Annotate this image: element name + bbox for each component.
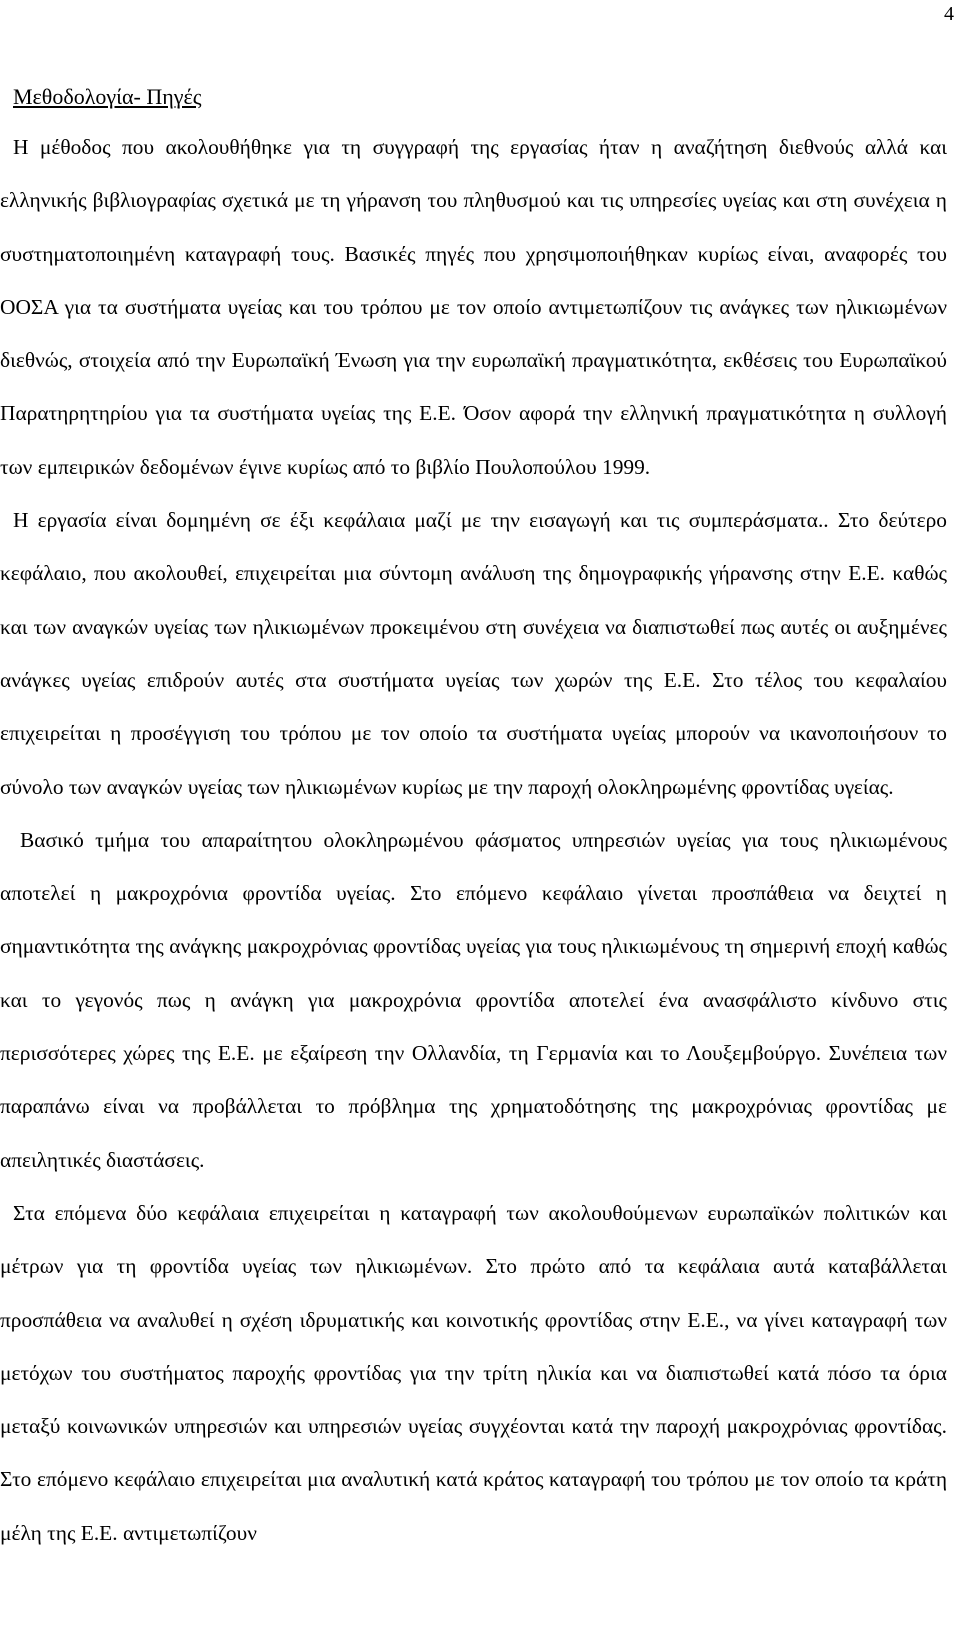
page-number: 4: [944, 3, 954, 25]
paragraph-methodology-sources: Η μέθοδος που ακολουθήθηκε για τη συγγραφή της εργασίας ήταν η αναζήτηση διεθνούς αλλά και ελληνικής βιβλιογραφίας σχετικά με τη γήρανση του πληθυσμού και τις υπηρεσίες υγείας και στη συνέχεια η συστηματοποιημένη καταγραφή τους. Βασικές πηγές που χρησιμοποιήθηκαν κυρίως είναι, αναφορές του ΟΟΣΑ για τα συστήματα υγείας και του τρόπου με τον οποίο αντιμετωπίζουν τις ανάγκες των ηλικιωμένων διεθνώς, στοιχεία από την Ευρωπαϊκή Ένωση για την ευρωπαϊκή πραγματικότητα, εκθέσεις του Ευρωπαϊκού Παρατηρητηρίου για τα συστήματα υγείας της Ε.Ε. Όσον αφορά την ελληνική πραγματικότητα η συλλογή των εμπειρικών δεδομένων έγινε κυρίως από το βιβλίο Πουλοπούλου 1999.: [0, 135, 947, 479]
body-text: [0, 121, 947, 1560]
section-heading: Μεθοδολογία- Πηγές: [13, 84, 202, 109]
paragraph-long-term-care: Βασικό τμήμα του απαραίτητου ολοκληρωμένου φάσματος υπηρεσιών υγείας για τους ηλικιωμένους αποτελεί η μακροχρόνια φροντίδα υγείας. Στο επόμενο κεφάλαιο γίνεται προσπάθεια να δειχτεί η σημαντικότητα της ανάγκης μακροχρόνιας φροντίδας υγείας για τους ηλικιωμένους τη σημερινή εποχή καθώς και το γεγονός πως η ανάγκη για μακροχρόνια φροντίδα αποτελεί ένα ανασφάλιστο κίνδυνο στις περισσότερες χώρες της Ε.Ε. με εξαίρεση την Ολλανδία, τη Γερμανία και το Λουξεμβούργο. Συνέπεια των παραπάνω είναι να προβάλλεται το πρόβλημα της χρηματοδότησης της μακροχρόνιας φροντίδας με απειλητικές διαστάσεις.: [0, 827, 947, 1172]
paragraph-structure: Η εργασία είναι δομημένη σε έξι κεφάλαια μαζί με την εισαγωγή και τις συμπεράσματα.. Στο δεύτερο κεφάλαιο, που ακολουθεί, επιχειρείται μια σύντομη ανάλυση της δημογραφικής γήρανσης στην Ε.Ε. καθώς και των αναγκών υγείας των ηλικιωμένων προκειμένου στη συνέχεια να διαπιστωθεί πως αυτές οι αυξημένες ανάγκες υγείας επιδρούν αυτές στα συστήματα υγείας των χωρών της Ε.Ε. Στο τέλος του κεφαλαίου επιχειρείται η προσέγγιση του τρόπου με τον οποίο τα συστήματα υγείας μπορούν να ικανοποιήσουν το σύνολο των αναγκών υγείας των ηλικιωμένων κυρίως με την παροχή ολοκληρωμένης φροντίδας υγείας.: [0, 508, 947, 799]
paragraph-european-policies: Στα επόμενα δύο κεφάλαια επιχειρείται η καταγραφή των ακολουθούμενων ευρωπαϊκών πολιτικών και μέτρων για τη φροντίδα υγείας των ηλικιωμένων. Στο πρώτο από τα κεφάλαια αυτά καταβάλλεται προσπάθεια να αναλυθεί η σχέση ιδρυματικής και κοινοτικής φροντίδας στην Ε.Ε., να γίνει καταγραφή των μετόχων του συστήματος παροχής φροντίδας για την τρίτη ηλικία και να διαπιστωθεί κατά πόσο τα όρια μεταξύ κοινωνικών υπηρεσιών και υπηρεσιών υγείας συγχέονται κατά την παροχή μακροχρόνιας φροντίδας. Στο επόμενο κεφάλαιο επιχειρείται μια αναλυτική κατά κράτος καταγραφή του τρόπου με τον οποίο τα κράτη μέλη της Ε.Ε. αντιμετωπίζουν: [0, 1200, 947, 1545]
